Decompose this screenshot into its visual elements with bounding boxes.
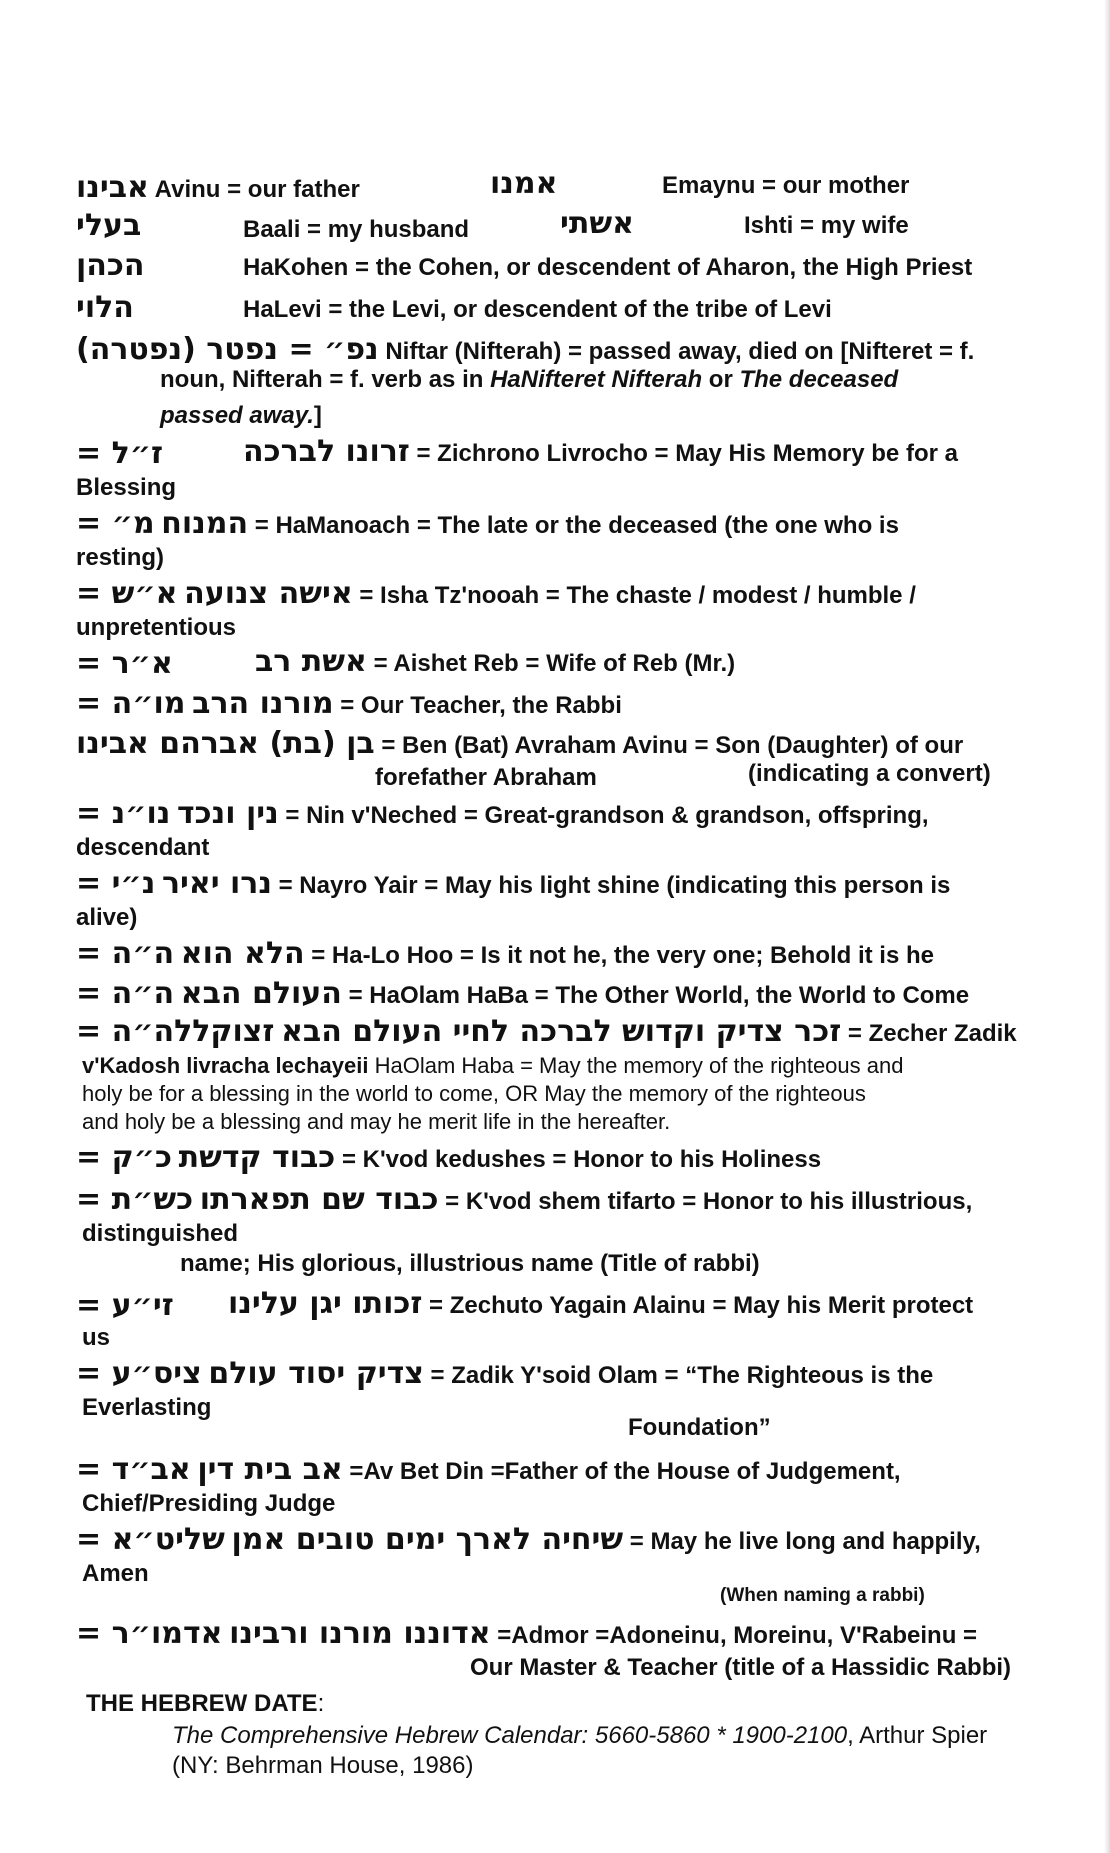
entry-shlita xyxy=(76,1522,981,1557)
definition-baali: Baali = my husband xyxy=(243,216,470,243)
hebrew-term: כבוד שם תפארתו xyxy=(199,1182,439,1217)
entry-zatz xyxy=(76,1014,1017,1049)
definition: Niftar (Nifterah) = passed away, died on [Nifteret = f. xyxy=(385,338,975,365)
entry-hamanoach xyxy=(76,506,899,541)
definition-hakohen: HaKohen = the Cohen, or descendent of Aharon, the High Priest xyxy=(243,254,973,281)
hamanoach-line2: resting) xyxy=(76,544,165,571)
reference-line1 xyxy=(172,1722,987,1750)
nun-line2: descendant xyxy=(76,834,210,861)
niftar-italic: The deceased xyxy=(739,366,899,393)
abbreviation: זצוקללה״ה = xyxy=(76,1014,275,1049)
hebrew-term: צדיק יסוד עולם xyxy=(208,1356,424,1391)
entry-ishti xyxy=(560,206,634,241)
definition: = Our Teacher, the Rabbi xyxy=(340,692,622,719)
definition: = Zichrono Livrocho = May His Memory be for a xyxy=(416,440,958,467)
reference-title: The Comprehensive Hebrew Calendar: 5660-5860 * 1900-2100 xyxy=(172,1722,848,1749)
definition: = K'vod kedushes = Honor to his Holiness xyxy=(341,1146,822,1173)
ny-line2: alive) xyxy=(76,904,138,931)
abbreviation: אדמו״ר = xyxy=(76,1616,223,1651)
abbreviation: נ״י = xyxy=(76,866,156,901)
definition: = Nin v'Neched = Great-grandson & grandson, offspring, xyxy=(285,802,929,829)
niftar-text: ] xyxy=(313,402,322,429)
entry-kst xyxy=(76,1182,973,1217)
entry-tsiya xyxy=(76,1356,934,1391)
definition-halevi: HaLevi = the Levi, or descendent of the tribe of Levi xyxy=(243,296,832,323)
reference-sep: , xyxy=(847,1722,854,1749)
abbreviation: מו״ה = xyxy=(76,686,186,721)
abbreviation: כ״ק = xyxy=(76,1140,172,1175)
hebrew-term: אשתי xyxy=(560,206,634,241)
kst-line2: distinguished xyxy=(82,1220,238,1247)
heading-colon: : xyxy=(317,1690,325,1717)
entry-ben xyxy=(76,726,964,761)
definition: = Zadik Y'soid Olam = “The Righteous is the xyxy=(430,1362,934,1389)
hebrew-term: בן (בת) אברהם אבינו xyxy=(76,726,375,761)
definition: = Zecher Zadik xyxy=(847,1020,1017,1047)
entry-abd xyxy=(76,1452,901,1487)
definition: = Nayro Yair = May his light shine (indicating this person is xyxy=(278,872,951,899)
abd-line2: Chief/Presiding Judge xyxy=(82,1490,336,1517)
hebrew-term: הלוי xyxy=(76,290,134,325)
niftar-line2 xyxy=(160,366,898,394)
definition: =Av Bet Din =Father of the House of Judgement, xyxy=(349,1458,901,1485)
hebrew-term: אב בית דין xyxy=(197,1452,343,1487)
entry-ar-abbr xyxy=(76,646,173,681)
definition: = HaOlam HaBa = The Other World, the World to Come xyxy=(348,982,970,1009)
hebrew-term: נין ונכד xyxy=(177,796,279,831)
zatz-text: HaOlam Haba = May the memory of the righteous and xyxy=(368,1053,904,1078)
hebrew-term: שיחיה לארך ימים טובים אמן xyxy=(231,1522,624,1557)
entry-isha xyxy=(76,576,916,611)
ben-line2b: (indicating a convert) xyxy=(748,760,991,787)
isha-line2: unpretentious xyxy=(76,614,236,641)
heading-text: THE HEBREW DATE xyxy=(86,1690,318,1717)
entry-emaynu xyxy=(490,166,558,201)
hebrew-term: זכר צדיק וקדוש לברכה לחיי העולם הבא xyxy=(281,1014,842,1049)
entry-kk xyxy=(76,1140,822,1175)
entry-ar xyxy=(255,644,736,679)
hebrew-term: נפ״ = נפטר (נפטרה) xyxy=(76,332,379,367)
hebrew-term: זרונו לברכה xyxy=(243,434,410,469)
scan-edge-shadow xyxy=(1104,0,1110,1853)
zatz-line4: and holy be a blessing and may he merit life in the hereafter. xyxy=(82,1109,671,1134)
kst-line3: name; His glorious, illustrious name (Title of rabbi) xyxy=(180,1250,760,1277)
abbreviation: ז״ל = xyxy=(76,436,164,471)
niftar-line3 xyxy=(160,402,322,430)
definition: = Zechuto Yagain Alainu = May his Merit protect xyxy=(429,1292,974,1319)
zatz-text: v'Kadosh livracha lechayeii xyxy=(82,1053,369,1078)
entry-zya xyxy=(228,1286,974,1321)
niftar-italic: passed away. xyxy=(160,402,314,429)
hebrew-term: אישה צנועה xyxy=(184,576,353,611)
definition-ishti: Ishti = my wife xyxy=(744,212,909,239)
definition: = Ben (Bat) Avraham Avinu = Son (Daughter) of our xyxy=(381,732,964,759)
niftar-text: or xyxy=(702,366,740,393)
hebrew-term: המנוח xyxy=(161,506,249,541)
abbreviation: א״ר = xyxy=(76,646,173,681)
entry-zya-abbr xyxy=(76,1288,174,1323)
entry-ny xyxy=(76,866,951,901)
tsiya-line2: Everlasting xyxy=(82,1394,212,1421)
abbreviation: מ״ = xyxy=(76,506,155,541)
hebrew-term: זכותו יגן עלינו xyxy=(228,1286,423,1321)
hebrew-term: אמנו xyxy=(490,166,558,201)
abbreviation: ה״ה = xyxy=(76,936,175,971)
hebrew-term: הכהן xyxy=(76,248,145,283)
zatz-line3: holy be for a blessing in the world to come, OR May the memory of the righteous xyxy=(82,1081,866,1106)
tsiya-line3: Foundation” xyxy=(628,1414,771,1441)
niftar-italic: HaNifteret Nifterah xyxy=(490,366,703,393)
hebrew-date-heading xyxy=(86,1690,324,1718)
ben-line2a: forefather Abraham xyxy=(375,764,597,791)
zatz-line2 xyxy=(82,1052,903,1080)
hebrew-term: אשת רב xyxy=(255,644,367,679)
entry-niftar xyxy=(76,332,975,367)
hebrew-term: אבינו xyxy=(76,170,149,205)
definition: = Isha Tz'nooah = The chaste / modest / humble / xyxy=(359,582,916,609)
hebrew-term: מורנו הרב xyxy=(192,686,334,721)
abbreviation: ציס״ע = xyxy=(76,1356,202,1391)
definition: = Aishet Reb = Wife of Reb (Mr.) xyxy=(373,650,736,677)
definition: = May he live long and happily, xyxy=(629,1528,981,1555)
entry-avinu xyxy=(76,170,360,205)
zya-line2: us xyxy=(82,1324,111,1351)
abbreviation: כש״ת = xyxy=(76,1182,194,1217)
hebrew-term: העולם הבא xyxy=(180,976,342,1011)
definition: =Admor =Adoneinu, Moreinu, V'Rabeinu = xyxy=(497,1622,978,1649)
abbreviation: א״ש = xyxy=(76,576,178,611)
admor-line2: Our Master & Teacher (title of a Hassidic Rabbi) xyxy=(470,1654,1012,1681)
reference-line2: (NY: Behrman House, 1986) xyxy=(172,1752,474,1779)
entry-admor xyxy=(76,1616,978,1651)
entry-hakohen xyxy=(76,248,145,283)
definition: = Ha-Lo Hoo = Is it not he, the very one; Behold it is he xyxy=(311,942,934,969)
hebrew-term: נרו יאיר xyxy=(161,866,272,901)
zl-line2: Blessing xyxy=(76,474,177,501)
niftar-text: noun, Nifterah = f. verb as in xyxy=(160,366,491,393)
abbreviation: שליט״א = xyxy=(76,1522,225,1557)
entry-haolam xyxy=(76,976,970,1011)
hebrew-term: כבוד קדשת xyxy=(178,1140,336,1175)
entry-baali xyxy=(76,208,142,243)
entry-moh xyxy=(76,686,622,721)
hebrew-term: הלא הוא xyxy=(180,936,305,971)
definition: = K'vod shem tifarto = Honor to his illustrious, xyxy=(445,1188,973,1215)
hebrew-term: אדוננו מורנו ורבינו xyxy=(229,1616,491,1651)
abbreviation: נו״נ = xyxy=(76,796,171,831)
reference-author: Arthur Spier xyxy=(853,1722,988,1749)
definition: Avinu = our father xyxy=(154,176,360,203)
shlita-note: (When naming a rabbi) xyxy=(720,1585,925,1606)
shlita-line2: Amen xyxy=(82,1560,149,1587)
definition-emaynu: Emaynu = our mother xyxy=(662,172,910,199)
definition: = HaManoach = The late or the deceased (the one who is xyxy=(254,512,899,539)
hebrew-term: בעלי xyxy=(76,208,142,243)
entry-zl-abbr xyxy=(76,436,164,471)
entry-zl xyxy=(243,434,958,469)
entry-halevi xyxy=(76,290,134,325)
abbreviation: ה״ה = xyxy=(76,976,175,1011)
abbreviation: אב״ד = xyxy=(76,1452,191,1487)
entry-halohoo xyxy=(76,936,934,971)
entry-nun xyxy=(76,796,929,831)
abbreviation: זי״ע = xyxy=(76,1288,174,1323)
